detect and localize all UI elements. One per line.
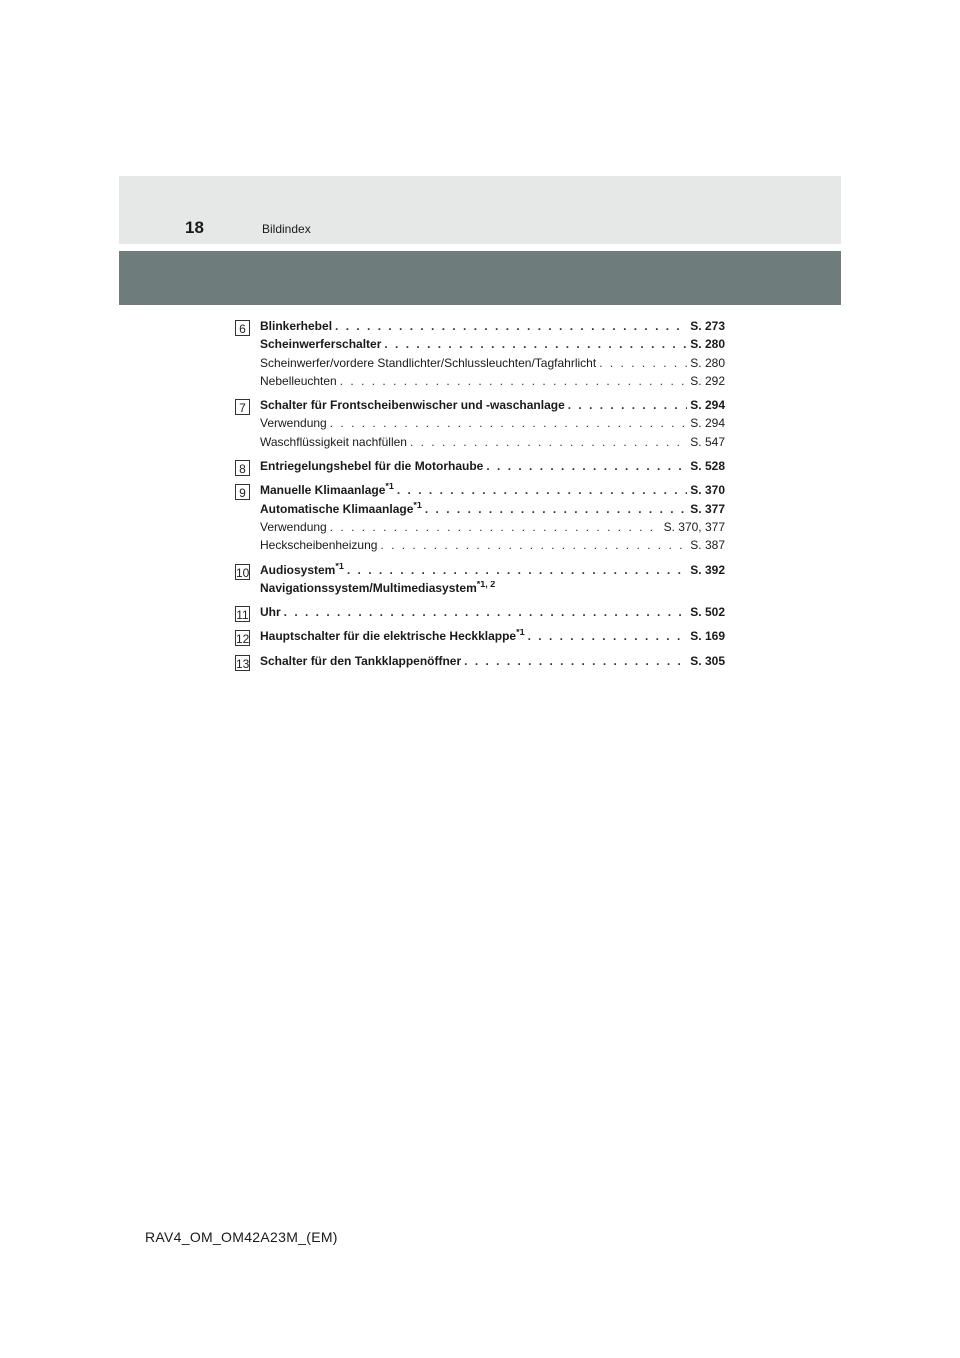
page-reference-link[interactable]: S. 528 (690, 459, 725, 474)
page-reference-link[interactable]: S. 387 (690, 538, 725, 553)
dot-leader (568, 398, 688, 412)
index-line[interactable] (260, 459, 725, 477)
page-reference-link[interactable]: S. 294 (690, 398, 725, 413)
dot-leader (335, 319, 687, 333)
page-reference-link[interactable]: S. 280 (690, 355, 725, 370)
index-line[interactable] (260, 520, 725, 538)
index-line[interactable] (260, 483, 725, 501)
entry-label: Entriegelungshebel für die Motorhaube (260, 459, 484, 474)
index-line[interactable] (260, 319, 725, 337)
entry-label: Scheinwerfer/vordere Standlichter/Schlussleuchten/Tagfahrlicht (260, 355, 597, 370)
item-number-marker: 9 (235, 484, 250, 500)
dot-leader (330, 416, 688, 430)
entry-label: Blinkerhebel (260, 319, 333, 333)
dot-leader (410, 435, 687, 449)
entry-label: Schalter für Frontscheibenwischer und -waschanlage (260, 398, 565, 413)
entry-label: Verwendung (260, 519, 327, 534)
footnote-marker: *1 (516, 629, 525, 638)
index-group (235, 398, 725, 453)
dot-leader (340, 374, 688, 388)
entry-label: Audiosystem$^{*1}$ (260, 562, 344, 577)
index-line[interactable] (260, 538, 725, 556)
footnote-marker: *1, 2 (476, 580, 496, 589)
index-entries (235, 319, 725, 678)
item-number-marker: 13 (236, 656, 250, 671)
dot-leader (425, 502, 687, 516)
footnote-marker: *1 (413, 501, 422, 510)
item-number-marker: 10 (236, 565, 250, 580)
index-group (235, 654, 725, 672)
header-dark-band (119, 251, 841, 305)
index-line[interactable] (260, 416, 725, 434)
index-line[interactable] (260, 435, 725, 453)
dot-leader (330, 520, 661, 534)
index-line[interactable] (260, 398, 725, 416)
index-line[interactable] (260, 581, 725, 599)
entry-label: Automatische Klimaanlage$^{*1}$ (260, 501, 422, 516)
document-code: RAV4_OM_OM42A23M_(EM) (145, 1229, 338, 1245)
dot-leader (397, 483, 687, 497)
index-line[interactable] (260, 605, 725, 623)
page-reference-link[interactable]: S. 547 (690, 434, 725, 449)
entry-label: Manuelle Klimaanlage$^{*1}$ (260, 483, 394, 498)
page-reference-link[interactable]: S. 280 (690, 337, 725, 352)
entry-label: Uhr (260, 605, 281, 620)
item-number-marker: 6 (235, 320, 250, 336)
entry-label: Schalter für den Tankklappenöffner (260, 653, 462, 668)
index-line[interactable] (260, 563, 725, 581)
page-reference-link[interactable]: S. 370 (690, 483, 725, 498)
dot-leader (599, 356, 687, 370)
page-reference-link[interactable]: S. 377 (690, 501, 725, 516)
page-reference-link[interactable]: S. 273 (690, 319, 725, 333)
dot-leader (464, 654, 687, 668)
index-group (235, 319, 725, 392)
item-number-marker: 8 (235, 460, 250, 476)
index-group (235, 563, 725, 600)
index-line[interactable] (260, 629, 725, 647)
page-reference-link[interactable]: S. 292 (690, 373, 725, 388)
page-reference-link[interactable]: S. 169 (690, 629, 725, 644)
index-group (235, 629, 725, 647)
index-line[interactable] (260, 374, 725, 392)
page-reference-link[interactable]: S. 370, 377 (663, 519, 725, 534)
index-line[interactable] (260, 337, 725, 355)
index-group (235, 483, 725, 556)
entry-label: Waschflüssigkeit nachfüllen (260, 434, 407, 449)
entry-label: Hauptschalter für die elektrische Heckklappe$^{*1}$ (260, 629, 525, 644)
dot-leader (380, 538, 687, 552)
page-reference-link[interactable]: S. 392 (690, 562, 725, 577)
item-number-marker: 12 (236, 632, 250, 647)
item-number-marker: 11 (236, 608, 249, 623)
dot-leader (347, 563, 687, 577)
dot-leader (528, 629, 688, 643)
index-line[interactable] (260, 356, 725, 374)
entry-label: Heckscheibenheizung (260, 538, 378, 553)
entry-label: Scheinwerferschalter (260, 337, 382, 352)
entry-label: Navigationssystem/Multimediasystem$^{*1, 2}$ (260, 580, 496, 595)
footnote-marker: *1 (335, 562, 344, 571)
page-reference-link[interactable]: S. 305 (690, 653, 725, 668)
dot-leader (486, 459, 687, 473)
page-reference-link[interactable]: S. 502 (690, 605, 725, 620)
index-group (235, 605, 725, 623)
index-line[interactable] (260, 502, 725, 520)
page-number: 18 (185, 218, 204, 237)
index-group (235, 459, 725, 477)
footnote-marker: *1 (385, 483, 394, 492)
page-reference-link[interactable]: S. 294 (690, 416, 725, 431)
header-band (119, 176, 841, 244)
item-number-marker: 7 (235, 399, 250, 415)
section-title: Bildindex (262, 222, 311, 236)
entry-label: Verwendung (260, 416, 327, 431)
dot-leader (384, 337, 687, 351)
dot-leader (284, 605, 688, 619)
index-line[interactable] (260, 654, 725, 672)
entry-label: Nebelleuchten (260, 373, 337, 388)
